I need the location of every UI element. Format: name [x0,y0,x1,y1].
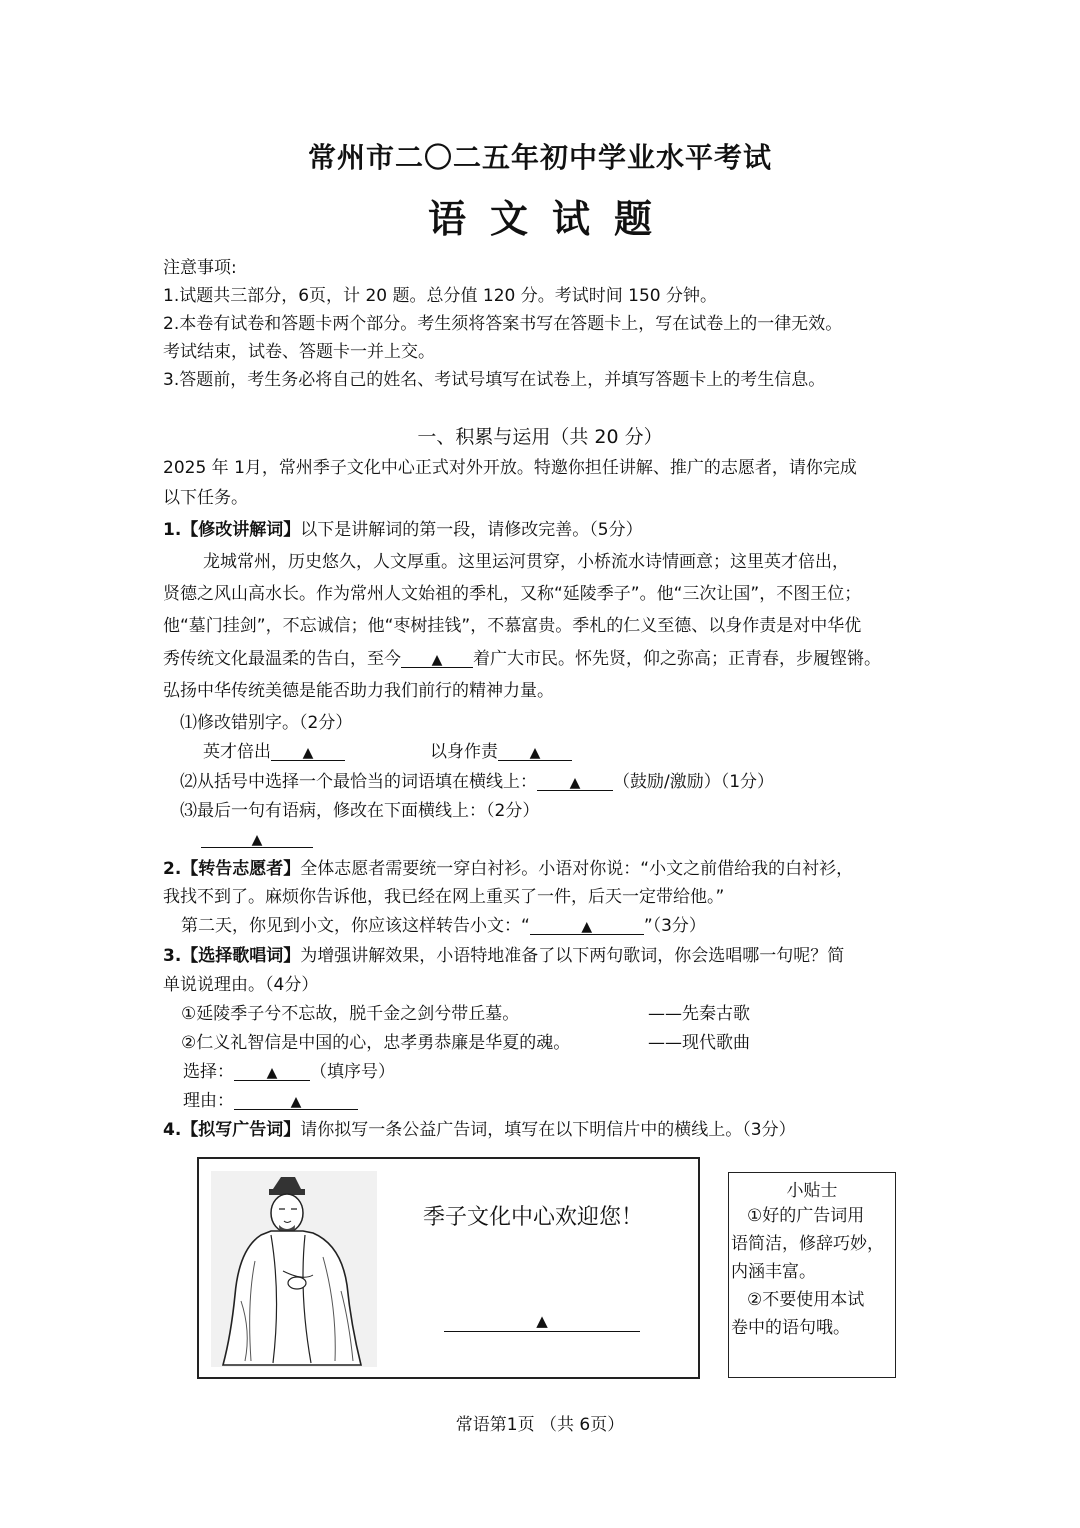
blank-triangle-icon: ▲ [569,775,581,791]
blank-triangle-icon: ▲ [431,652,443,668]
sub-question-text: ⑵从括号中选择一个最恰当的词语填在横线上： [180,772,537,792]
lyric-source: ——先秦古歌 [648,1004,750,1024]
tips-line: 内涵丰富。 [731,1262,816,1282]
tips-line: 语简洁，修辞巧妙， [731,1234,884,1254]
question-2 [163,859,853,879]
word-label: 英才倍出 [203,742,271,762]
question-text: ”（3分） [643,916,706,936]
answer-row [183,1091,358,1111]
notice-item: 2.本卷有试卷和答题卡两个部分。考生须将答案书写在答题卡上，写在试卷上的一律无效。 [163,314,843,334]
passage-text: 着广大市民。怀先贤，仰之弥高；正青春，步履铿锵。 [473,649,881,669]
page-footer: 常语第1页 （共 6页） [455,1415,625,1435]
question-label: 2.【转告志愿者】 [163,859,301,879]
question-3 [163,946,844,966]
passage-line: 龙城常州，历史悠久，人文厚重。这里运河贯穿，小桥流水诗情画意；这里英才倍出， [203,552,849,572]
question-text: 我找不到了。麻烦你告诉他，我已经在网上重买了一件，后天一定带给他。” [163,887,725,907]
answer-blank[interactable] [234,1091,358,1110]
blank-triangle-icon: ▲ [581,919,593,935]
postcard-welcome-text: 季子文化中心欢迎您！ [423,1205,644,1230]
answer-blank[interactable] [401,649,473,668]
section-intro: 2025 年 1月，常州季子文化中心正式对外开放。特邀你担任讲解、推广的志愿者，请你完成 [163,458,857,478]
blank-triangle-icon: ▲ [536,1312,548,1330]
answer-blank[interactable] [498,742,572,761]
passage-line [163,649,881,669]
notice-item: 考试结束，试卷、答题卡一并上交。 [163,342,435,362]
choice-label: 选择： [183,1062,234,1082]
question-label: 4.【拟写广告词】 [163,1120,301,1140]
reason-label: 理由： [183,1091,234,1111]
question-label: 1.【修改讲解词】 [163,520,301,540]
tips-box [728,1172,896,1378]
answer-blank[interactable] [234,1062,310,1081]
answer-blank[interactable] [530,916,644,935]
question-text: 为增强讲解效果，小语特地准备了以下两句歌词，你会选唱哪一句呢？简 [300,946,845,966]
tips-line: ①好的广告词用 [747,1206,865,1226]
subject-title: 语文试题 [427,197,676,241]
blank-triangle-icon: ▲ [251,832,263,848]
passage-text: 秀传统文化最温柔的告白，至今 [163,649,401,669]
tips-line: 卷中的语句哦。 [731,1318,850,1338]
blank-triangle-icon: ▲ [529,745,541,761]
passage-line: 他“墓门挂剑”，不忘诚信；他“枣树挂钱”，不慕富贵。季札的仁义至德、以身作责是对中华优 [163,616,862,636]
answer-blank[interactable] [201,829,313,848]
lyric-source: ——现代歌曲 [648,1033,750,1053]
sub-question-text: （鼓励/激励）（1分） [613,772,775,792]
question-text: 全体志愿者需要统一穿白衬衫。小语对你说：“小文之前借给我的白衬衫， [300,859,854,879]
blank-triangle-icon: ▲ [290,1094,302,1110]
sub-answer-row [203,742,345,762]
jizha-portrait-illustration [211,1171,377,1367]
question-4 [163,1120,796,1140]
answer-row [201,829,313,849]
lyric-option: ②仁义礼智信是中国的心，忠孝勇恭廉是华夏的魂。 [181,1033,571,1053]
tips-line: ②不要使用本试 [747,1290,865,1310]
passage-line: 贤德之风山高水长。作为常州人文始祖的季札，又称“延陵季子”。他“三次让国”，不图王位； [163,584,862,604]
sub-question: ⑴修改错别字。（2分） [180,713,353,733]
question-text: 以下是讲解词的第一段，请修改完善。（5分） [300,520,643,540]
sub-answer-row [430,742,572,762]
tips-title: 小贴士 [786,1181,838,1201]
question-text: 单说说理由。（4分） [163,975,319,995]
postcard-answer-blank[interactable] [444,1311,640,1332]
sub-question: ⑶最后一句有语病，修改在下面横线上：（2分） [180,801,540,821]
notice-item: 3.答题前，考生务必将自己的姓名、考试号填写在试卷上，并填写答题卡上的考生信息。 [163,370,826,390]
exam-title: 常州市二〇二五年初中学业水平考试 [307,141,772,174]
question-1 [163,520,643,540]
answer-blank[interactable] [271,742,345,761]
notice-heading: 注意事项: [163,258,237,278]
notice-item: 1.试题共三部分，6页，计 20 题。总分值 120 分。考试时间 150 分钟。 [163,286,717,306]
answer-blank[interactable] [537,772,613,791]
section-intro: 以下任务。 [163,488,248,508]
passage-line: 弘扬中华传统美德是能否助力我们前行的精神力量。 [163,681,554,701]
blank-triangle-icon: ▲ [266,1065,278,1081]
question-text: 请你拟写一条公益广告词，填写在以下明信片中的横线上。（3分） [300,1120,796,1140]
blank-triangle-icon: ▲ [302,745,314,761]
lyric-option: ①延陵季子兮不忘故，脱千金之剑兮带丘墓。 [181,1004,520,1024]
postcard [197,1157,700,1379]
word-label: 以身作责 [430,742,498,762]
section-title: 一、积累与运用（共 20 分） [417,426,663,448]
answer-row [181,916,706,936]
question-text: 第二天，你见到小文，你应该这样转告小文：“ [181,916,530,936]
answer-row [183,1062,395,1082]
question-label: 3.【选择歌唱词】 [163,946,301,966]
sub-question [180,772,774,792]
choice-note: （填序号） [310,1062,395,1082]
